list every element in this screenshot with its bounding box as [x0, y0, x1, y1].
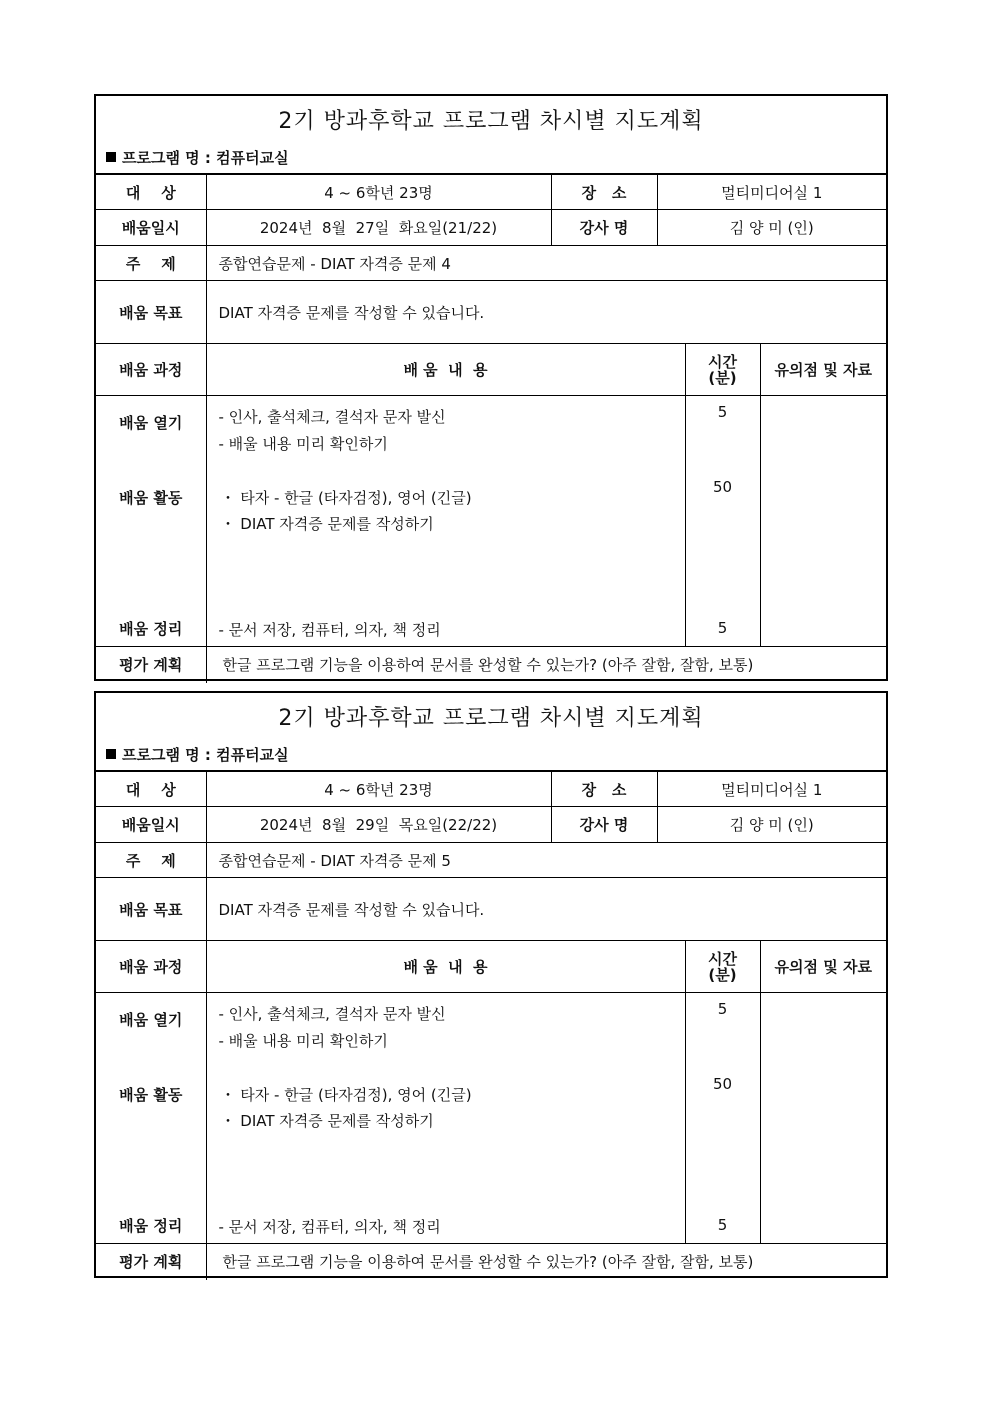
process-cell: [96, 396, 206, 647]
target-value: 4 ~ 6학년 23명: [206, 175, 551, 210]
content-cell: [206, 993, 685, 1244]
activity-line-1: ・ 타자 - 한글 (타자검정), 영어 (긴글): [220, 489, 472, 507]
place-value: 멀티미디어실 1: [657, 772, 886, 807]
stage-open: 배움 열기: [119, 414, 183, 432]
topic-label: 주 제: [96, 843, 206, 878]
time-activity: 50: [712, 1075, 733, 1093]
teacher-label: 강사 명: [551, 807, 657, 843]
time-header: [685, 344, 760, 396]
lesson-plan-2: [94, 691, 888, 1278]
plan-header: [96, 693, 886, 771]
eval-label: 평가 계획: [96, 1244, 206, 1280]
target-label: 대 상: [96, 772, 206, 807]
open-line-1: - 인사, 출석체크, 결석자 문자 발신: [218, 1005, 446, 1023]
stage-close: 배움 정리: [119, 620, 183, 638]
stage-close: 배움 정리: [119, 1217, 183, 1235]
activity-line-2: ・ DIAT 자격증 문제를 작성하기: [220, 515, 434, 533]
teacher-value: 김 양 미 (인): [657, 807, 886, 843]
open-line-2: - 배울 내용 미리 확인하기: [218, 435, 388, 453]
place-value: 멀티미디어실 1: [657, 175, 886, 210]
notes-header: 유의점 및 자료: [760, 344, 886, 396]
activity-line-1: ・ 타자 - 한글 (타자검정), 영어 (긴글): [220, 1086, 472, 1104]
plan-header: [96, 96, 886, 174]
open-line-1: - 인사, 출석체크, 결석자 문자 발신: [218, 408, 446, 426]
time-header-line1: 시간: [708, 352, 737, 371]
place-label: 장 소: [551, 772, 657, 807]
process-header: 배움 과정: [96, 941, 206, 993]
time-open: 5: [717, 1000, 728, 1018]
time-close: 5: [717, 1216, 728, 1234]
notes-cell: [760, 993, 886, 1244]
time-open: 5: [717, 403, 728, 421]
place-label: 장 소: [551, 175, 657, 210]
topic-value: 종합연습문제 - DIAT 자격증 문제 5: [206, 843, 886, 878]
time-header-line2: (분): [708, 965, 737, 984]
time-header-line1: 시간: [708, 949, 737, 968]
lesson-plan-1: [94, 94, 888, 681]
time-header: [685, 941, 760, 993]
eval-label: 평가 계획: [96, 647, 206, 683]
date-label: 배움일시: [96, 210, 206, 246]
time-header-line2: (분): [708, 368, 737, 387]
program-name: [106, 744, 289, 765]
goal-label: 배움 목표: [96, 281, 206, 344]
target-value: 4 ~ 6학년 23명: [206, 772, 551, 807]
stage-activity: 배움 활동: [119, 489, 183, 507]
target-label: 대 상: [96, 175, 206, 210]
date-label: 배움일시: [96, 807, 206, 843]
plan-title: 2기 방과후학교 프로그램 차시별 지도계획: [278, 706, 704, 731]
content-cell: [206, 396, 685, 647]
program-name-text: 프로그램 명 : 컴퓨터교실: [122, 746, 289, 764]
teacher-label: 강사 명: [551, 210, 657, 246]
notes-header: 유의점 및 자료: [760, 941, 886, 993]
eval-value: 한글 프로그램 기능을 이용하여 문서를 완성할 수 있는가? (아주 잘함, 잘함, 보통): [206, 647, 886, 683]
time-activity: 50: [712, 478, 733, 496]
date-value: 2024년 8월 27일 화요일(21/22): [206, 210, 551, 246]
content-header: 배 움 내 용: [206, 941, 685, 993]
process-header: 배움 과정: [96, 344, 206, 396]
square-bullet-icon: [106, 749, 116, 759]
plan-table: [96, 174, 886, 683]
time-close: 5: [717, 619, 728, 637]
open-line-2: - 배울 내용 미리 확인하기: [218, 1032, 388, 1050]
goal-value: DIAT 자격증 문제를 작성할 수 있습니다.: [206, 281, 886, 344]
teacher-value: 김 양 미 (인): [657, 210, 886, 246]
time-cell: [685, 396, 760, 647]
plan-table: [96, 771, 886, 1280]
close-line-1: - 문서 저장, 컴퓨터, 의자, 책 정리: [218, 621, 441, 639]
process-cell: [96, 993, 206, 1244]
eval-value: 한글 프로그램 기능을 이용하여 문서를 완성할 수 있는가? (아주 잘함, 잘함, 보통): [206, 1244, 886, 1280]
goal-value: DIAT 자격증 문제를 작성할 수 있습니다.: [206, 878, 886, 941]
stage-activity: 배움 활동: [119, 1086, 183, 1104]
date-value: 2024년 8월 29일 목요일(22/22): [206, 807, 551, 843]
activity-line-2: ・ DIAT 자격증 문제를 작성하기: [220, 1112, 434, 1130]
goal-label: 배움 목표: [96, 878, 206, 941]
notes-cell: [760, 396, 886, 647]
content-header: 배 움 내 용: [206, 344, 685, 396]
stage-open: 배움 열기: [119, 1011, 183, 1029]
program-name: [106, 147, 289, 168]
close-line-1: - 문서 저장, 컴퓨터, 의자, 책 정리: [218, 1218, 441, 1236]
program-name-text: 프로그램 명 : 컴퓨터교실: [122, 149, 289, 167]
square-bullet-icon: [106, 152, 116, 162]
time-cell: [685, 993, 760, 1244]
plan-title: 2기 방과후학교 프로그램 차시별 지도계획: [278, 109, 704, 134]
topic-label: 주 제: [96, 246, 206, 281]
topic-value: 종합연습문제 - DIAT 자격증 문제 4: [206, 246, 886, 281]
